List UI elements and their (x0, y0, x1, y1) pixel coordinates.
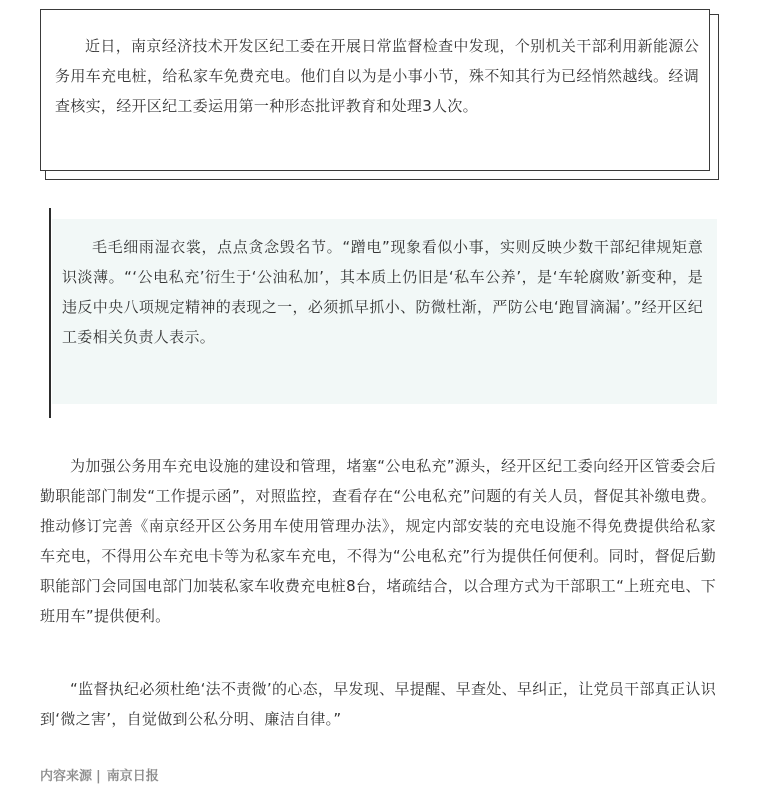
quote-left-border (49, 208, 51, 418)
source-line (40, 768, 159, 786)
source-name: 南京日报 (106, 769, 159, 784)
closing-section (40, 674, 716, 734)
quote-paragraph: 毛毛细雨湿衣裳，点点贪念毁名节。“蹭电”现象看似小事，实则反映少数干部纪律规矩意识淡薄。“‘公电私充’衍生于‘公油私加’，其本质上仍旧是‘私车公养’，是‘车轮腐败’新变种，是违反中央八项规定精神的表现之一，必须抓早抓小、防微杜渐，严防公电‘跑冒滴漏’。”经开区纪工委相关负责人表示。 (62, 238, 703, 346)
intro-box (40, 9, 710, 171)
body-section (40, 451, 716, 631)
source-separator: | (96, 769, 101, 784)
quote-box (52, 219, 717, 404)
source-label: 内容来源 (40, 769, 93, 784)
closing-paragraph: “监督执纪必须杜绝‘法不责微’的心态，早发现、早提醒、早查处、早纠正，让党员干部真正认识到‘微之害’，自觉做到公私分明、廉洁自律。” (40, 680, 716, 728)
body-paragraph: 为加强公务用车充电设施的建设和管理，堵塞“公电私充”源头，经开区纪工委向经开区管委会后勤职能部门制发“工作提示函”，对照监控，查看存在“公电私充”问题的有关人员，督促其补缴电费。推动修订完善《南京经开区公务用车使用管理办法》，规定内部安装的充电设施不得免费提供给私家车充电，不得用公车充电卡等为私家车充电，不得为“公电私充”行为提供任何便利。同时，督促后勤职能部门会同国电部门加装私家车收费充电桩8台，堵疏结合，以合理方式为干部职工“上班充电、下班用车”提供便利。 (40, 457, 716, 625)
intro-paragraph: 近日，南京经济技术开发区纪工委在开展日常监督检查中发现，个别机关干部利用新能源公务用车充电桩，给私家车免费充电。他们自以为是小事小节，殊不知其行为已经悄然越线。经调查核实，经开区纪工委运用第一种形态批评教育和处理3人次。 (55, 37, 699, 115)
